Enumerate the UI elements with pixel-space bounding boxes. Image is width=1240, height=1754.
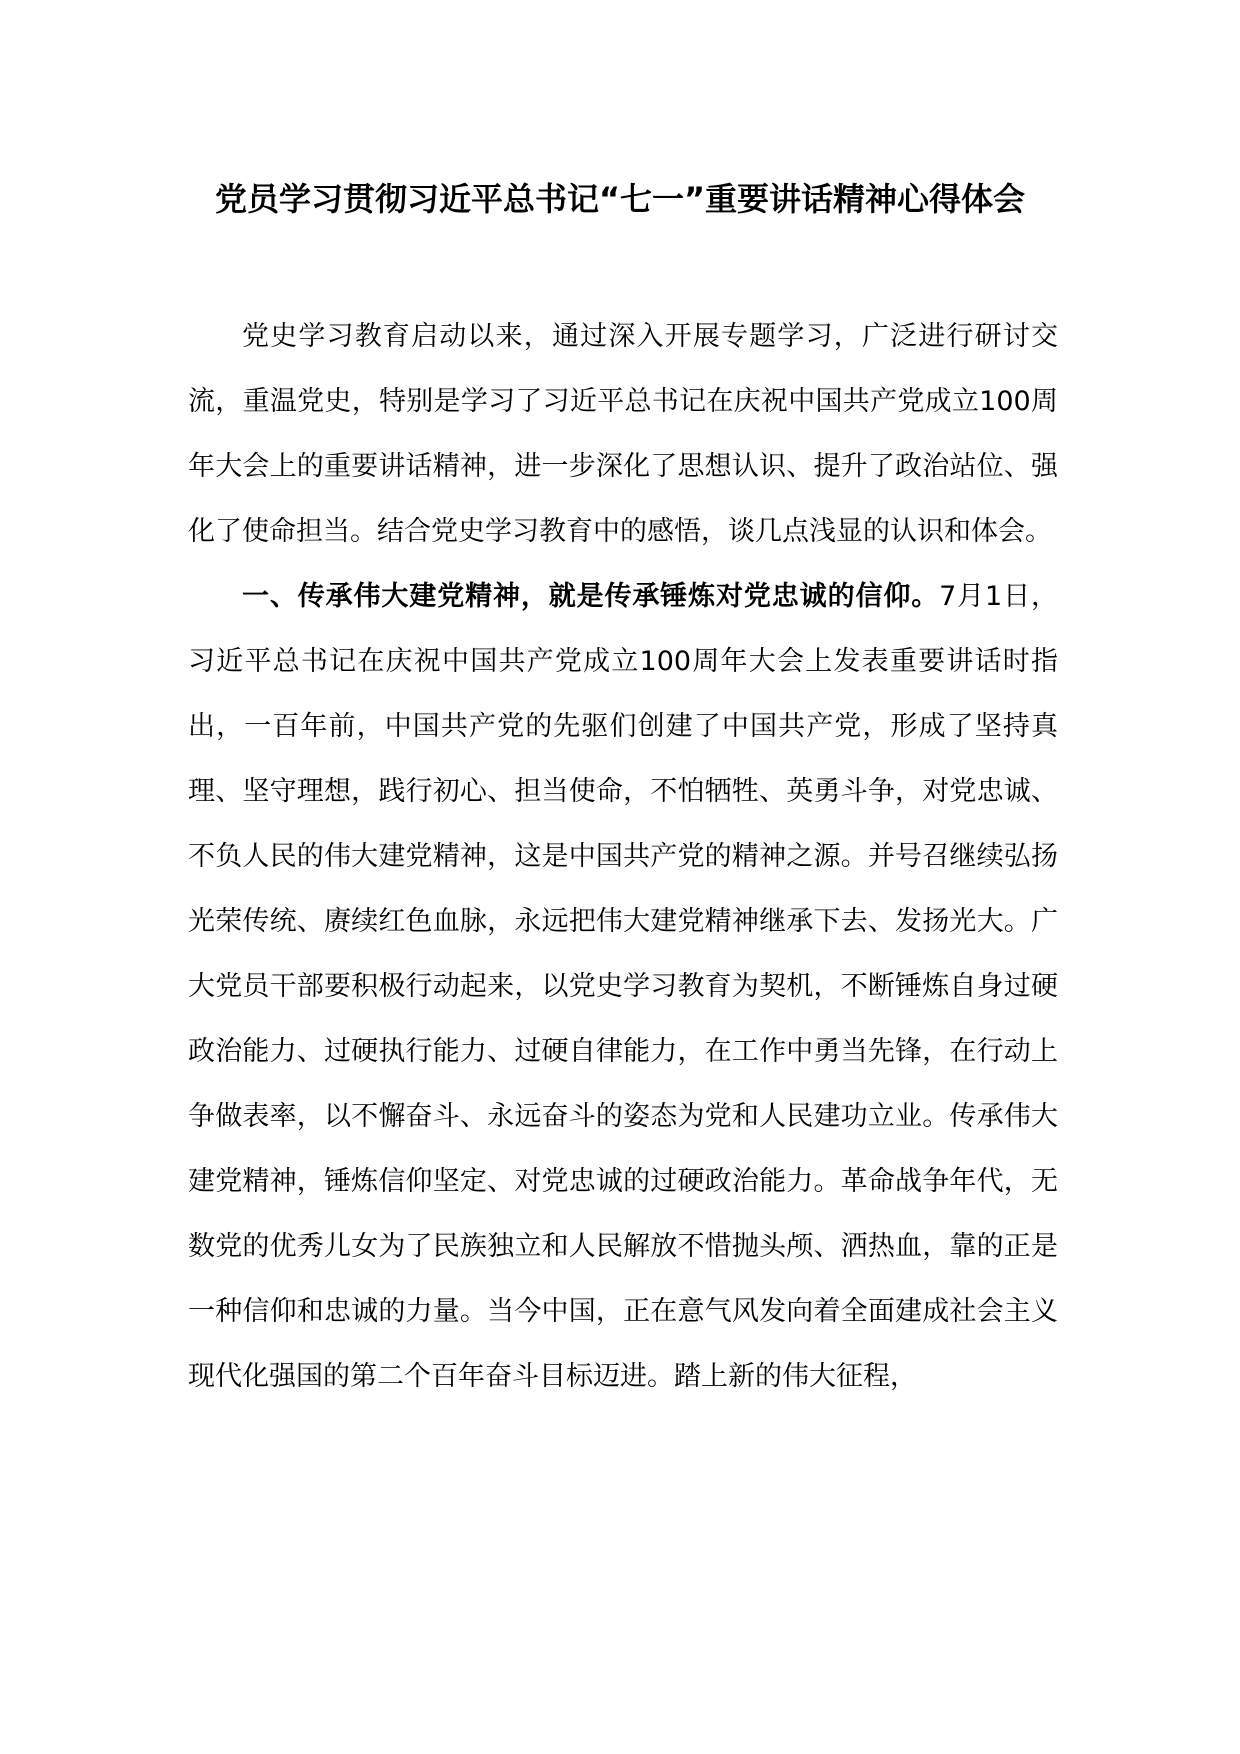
document-title: 党员学习贯彻习近平总书记“七一”重要讲话精神心得体会 bbox=[214, 180, 1026, 218]
paragraph-intro bbox=[188, 304, 1058, 564]
section-heading: 一、传承伟大建党精神，就是传承锤炼对党忠诚的信仰。 bbox=[242, 581, 940, 612]
document-body bbox=[188, 304, 1058, 1409]
paragraph-text: 7月1日，习近平总书记在庆祝中国共产党成立100周年大会上发表重要讲话时指出，一百年前，中国共产党的先驱们创建了中国共产党，形成了坚持真理、坚守理想，践行初心、担当使命，不怕牺牲、英勇斗争，对党忠诚、不负人民的伟大建党精神，这是中国共产党的精神之源。并号召继续弘扬光荣传统、赓续红色血脉，永远把伟大建党精神继承下去、发扬光大。广大党员干部要积极行动起来，以党史学习教育为契机，不断锤炼自身过硬政治能力、过硬执行能力、过硬自律能力，在工作中勇当先锋，在行动上争做表率，以不懈奋斗、永远奋斗的姿态为党和人民建功立业。传承伟大建党精神，锤炼信仰坚定、对党忠诚的过硬政治能力。革命战争年代，无数党的优秀儿女为了民族独立和人民解放不惜抛头颅、洒热血，靠的正是一种信仰和忠诚的力量。当今中国，正在意气风发向着全面建成社会主义现代化强国的第二个百年奋斗目标迈进。踏上新的伟大征程， bbox=[188, 581, 1059, 1392]
paragraph-text: 党史学习教育启动以来，通过深入开展专题学习，广泛进行研讨交流，重温党史，特别是学习了习近平总书记在庆祝中国共产党成立100周年大会上的重要讲话精神，进一步深化了思想认识、提升了政治站位、强化了使命担当。结合党史学习教育中的感悟，谈几点浅显的认识和体会。 bbox=[188, 321, 1058, 547]
paragraph-section-1 bbox=[188, 564, 1058, 1409]
